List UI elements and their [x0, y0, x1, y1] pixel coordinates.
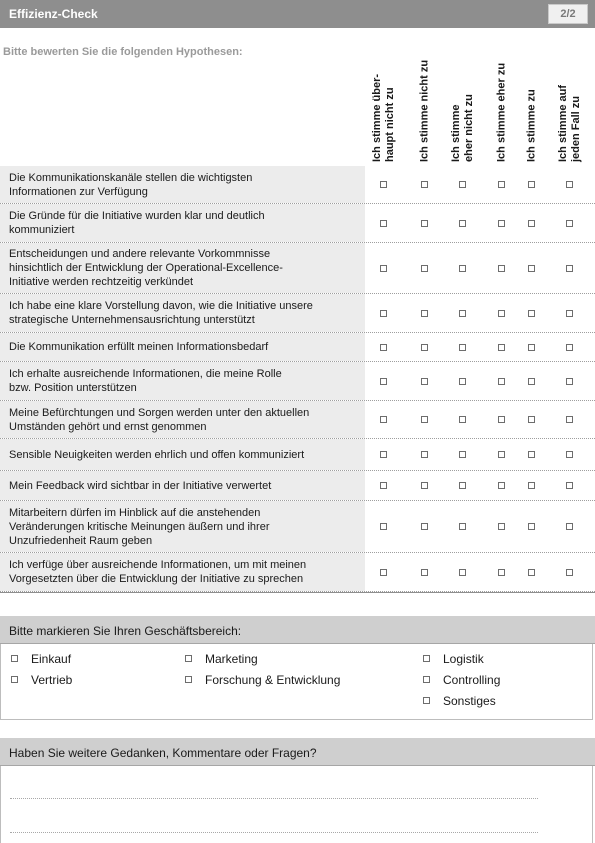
rating-checkbox[interactable]	[566, 378, 573, 385]
rating-checkbox[interactable]	[459, 344, 466, 351]
rating-checkbox[interactable]	[459, 416, 466, 423]
rating-checkbox[interactable]	[498, 416, 505, 423]
table-row	[0, 243, 595, 294]
rating-checkbox[interactable]	[498, 482, 505, 489]
option-label: Controlling	[443, 673, 501, 687]
rating-checkbox[interactable]	[421, 523, 428, 530]
rating-checkbox[interactable]	[528, 569, 535, 576]
rating-checkbox[interactable]	[498, 310, 505, 317]
hypothesis-text: Entscheidungen und andere relevante Vorkommnisse hinsichtlich der Entwicklung der Operational-Excellence- Initiative werden rechtzeitig verkündet	[0, 243, 365, 293]
option-label: Logistik	[443, 652, 484, 666]
rating-checkbox[interactable]	[528, 451, 535, 458]
rating-checkbox[interactable]	[566, 220, 573, 227]
checkbox[interactable]	[11, 655, 18, 662]
hypothesis-text: Mitarbeitern dürfen im Hinblick auf die anstehenden Veränderungen kritische Meinungen äußern und ihrer Unzufriedenheit Raum geben	[0, 501, 365, 552]
business-section-header	[0, 616, 595, 644]
hypothesis-text: Ich erhalte ausreichende Informationen, die meine Rolle bzw. Position unterstützen	[0, 362, 365, 400]
rating-checkbox[interactable]	[498, 451, 505, 458]
rating-checkbox[interactable]	[380, 181, 387, 188]
rating-checkbox[interactable]	[459, 523, 466, 530]
rating-column-header	[552, 44, 588, 162]
rating-checkbox[interactable]	[380, 344, 387, 351]
comments-section-title: Haben Sie weitere Gedanken, Kommentare oder Fragen?	[9, 746, 317, 760]
rating-checkbox[interactable]	[566, 482, 573, 489]
rating-checkbox[interactable]	[566, 523, 573, 530]
rating-checkbox[interactable]	[528, 265, 535, 272]
business-section-title: Bitte markieren Sie Ihren Geschäftsbereich:	[9, 624, 242, 638]
hypothesis-text: Die Kommunikationskanäle stellen die wichtigsten Informationen zur Verfügung	[0, 166, 365, 203]
rating-checkbox[interactable]	[380, 265, 387, 272]
hypothesis-text: Die Kommunikation erfüllt meinen Informationsbedarf	[0, 333, 365, 361]
hypothesis-text: Ich habe eine klare Vorstellung davon, wie die Initiative unsere strategische Unternehmensausrichtung unterstützt	[0, 294, 365, 332]
rating-checkbox[interactable]	[421, 220, 428, 227]
table-row	[0, 204, 595, 243]
rating-checkbox[interactable]	[421, 344, 428, 351]
rating-checkbox[interactable]	[421, 378, 428, 385]
rating-checkbox[interactable]	[566, 416, 573, 423]
rating-column-header	[445, 44, 481, 162]
rating-checkbox[interactable]	[421, 569, 428, 576]
rating-checkbox[interactable]	[421, 451, 428, 458]
checkbox[interactable]	[185, 655, 192, 662]
rating-checkbox[interactable]	[498, 344, 505, 351]
rating-checkbox[interactable]	[380, 523, 387, 530]
rating-checkbox[interactable]	[566, 451, 573, 458]
table-row	[0, 362, 595, 401]
rating-checkbox[interactable]	[498, 265, 505, 272]
rating-checkbox[interactable]	[380, 569, 387, 576]
option-label: Einkauf	[31, 652, 72, 666]
rating-column-label: Ich stimme über- haupt nicht zu	[371, 73, 396, 162]
rating-checkbox[interactable]	[459, 451, 466, 458]
rating-checkbox[interactable]	[459, 265, 466, 272]
hypothesis-text: Die Gründe für die Initiative wurden klar und deutlich kommuniziert	[0, 204, 365, 242]
hypothesis-text: Mein Feedback wird sichtbar in der Initiative verwertet	[0, 471, 365, 500]
rating-checkbox[interactable]	[566, 310, 573, 317]
rating-checkbox[interactable]	[459, 482, 466, 489]
rating-checkbox[interactable]	[380, 310, 387, 317]
rating-checkbox[interactable]	[380, 451, 387, 458]
hypothesis-text: Sensible Neuigkeiten werden ehrlich und offen kommuniziert	[0, 439, 365, 470]
rating-column-label: Ich stimme nicht zu	[418, 59, 431, 162]
rating-column-label: Ich stimme eher nicht zu	[450, 94, 475, 162]
business-options-box	[0, 644, 593, 720]
rating-checkbox[interactable]	[380, 220, 387, 227]
rating-checkbox[interactable]	[566, 569, 573, 576]
rating-checkbox[interactable]	[566, 344, 573, 351]
rating-checkbox[interactable]	[498, 220, 505, 227]
rating-checkbox[interactable]	[380, 416, 387, 423]
page-number-badge: 2/2	[548, 4, 588, 24]
rating-checkbox[interactable]	[380, 482, 387, 489]
table-row	[0, 166, 595, 204]
rating-checkbox[interactable]	[528, 416, 535, 423]
page-title: Effizienz-Check	[9, 7, 98, 21]
checkbox[interactable]	[11, 676, 18, 683]
rating-checkbox[interactable]	[566, 181, 573, 188]
rating-column-header	[514, 44, 550, 162]
rating-checkbox[interactable]	[528, 344, 535, 351]
header-bar	[0, 0, 595, 28]
table-row	[0, 471, 595, 501]
rating-checkbox[interactable]	[459, 181, 466, 188]
checkbox[interactable]	[423, 655, 430, 662]
rating-checkbox[interactable]	[528, 310, 535, 317]
rating-column-header	[407, 44, 443, 162]
comments-section-header	[0, 738, 595, 766]
rating-checkbox[interactable]	[528, 482, 535, 489]
rating-checkbox[interactable]	[498, 181, 505, 188]
rating-checkbox[interactable]	[459, 220, 466, 227]
rating-column-label: Ich stimme auf jeden Fall zu	[557, 84, 582, 162]
rating-column-label: Ich stimme zu	[525, 89, 538, 162]
checkbox[interactable]	[185, 676, 192, 683]
rating-checkbox[interactable]	[528, 220, 535, 227]
comments-box[interactable]	[0, 766, 593, 843]
option-label: Forschung & Entwicklung	[205, 673, 341, 687]
table-row	[0, 553, 595, 592]
rating-checkbox[interactable]	[498, 378, 505, 385]
rating-checkbox[interactable]	[421, 482, 428, 489]
table-row	[0, 401, 595, 439]
rating-checkbox[interactable]	[421, 265, 428, 272]
rating-checkbox[interactable]	[528, 523, 535, 530]
checkbox[interactable]	[423, 676, 430, 683]
comment-line[interactable]	[10, 798, 538, 799]
rating-checkbox[interactable]	[528, 378, 535, 385]
table-row	[0, 439, 595, 471]
table-row	[0, 294, 595, 333]
rating-checkbox[interactable]	[421, 310, 428, 317]
hypothesis-text: Meine Befürchtungen und Sorgen werden unter den aktuellen Umständen gehört und ernst genommen	[0, 401, 365, 438]
rating-checkbox[interactable]	[459, 378, 466, 385]
option-label: Marketing	[205, 652, 258, 666]
rating-column-label: Ich stimme eher zu	[495, 62, 508, 162]
hypothesis-text: Ich verfüge über ausreichende Informationen, um mit meinen Vorgesetzten über die Entwicklung der Initiative zu sprechen	[0, 553, 365, 591]
rating-checkbox[interactable]	[459, 310, 466, 317]
rating-checkbox[interactable]	[421, 181, 428, 188]
comment-line[interactable]	[10, 832, 538, 833]
table-bottom-rule	[0, 592, 595, 593]
rating-checkbox[interactable]	[421, 416, 428, 423]
rating-checkbox[interactable]	[498, 523, 505, 530]
table-row	[0, 501, 595, 553]
rating-checkbox[interactable]	[498, 569, 505, 576]
survey-intro: Bitte bewerten Sie die folgenden Hypothesen:	[3, 46, 243, 58]
option-label: Vertrieb	[31, 673, 73, 687]
option-label: Sonstiges	[443, 694, 496, 708]
table-row	[0, 333, 595, 362]
checkbox[interactable]	[423, 697, 430, 704]
rating-checkbox[interactable]	[459, 569, 466, 576]
rating-checkbox[interactable]	[566, 265, 573, 272]
rating-column-header	[366, 44, 402, 162]
rating-checkbox[interactable]	[528, 181, 535, 188]
rating-checkbox[interactable]	[380, 378, 387, 385]
